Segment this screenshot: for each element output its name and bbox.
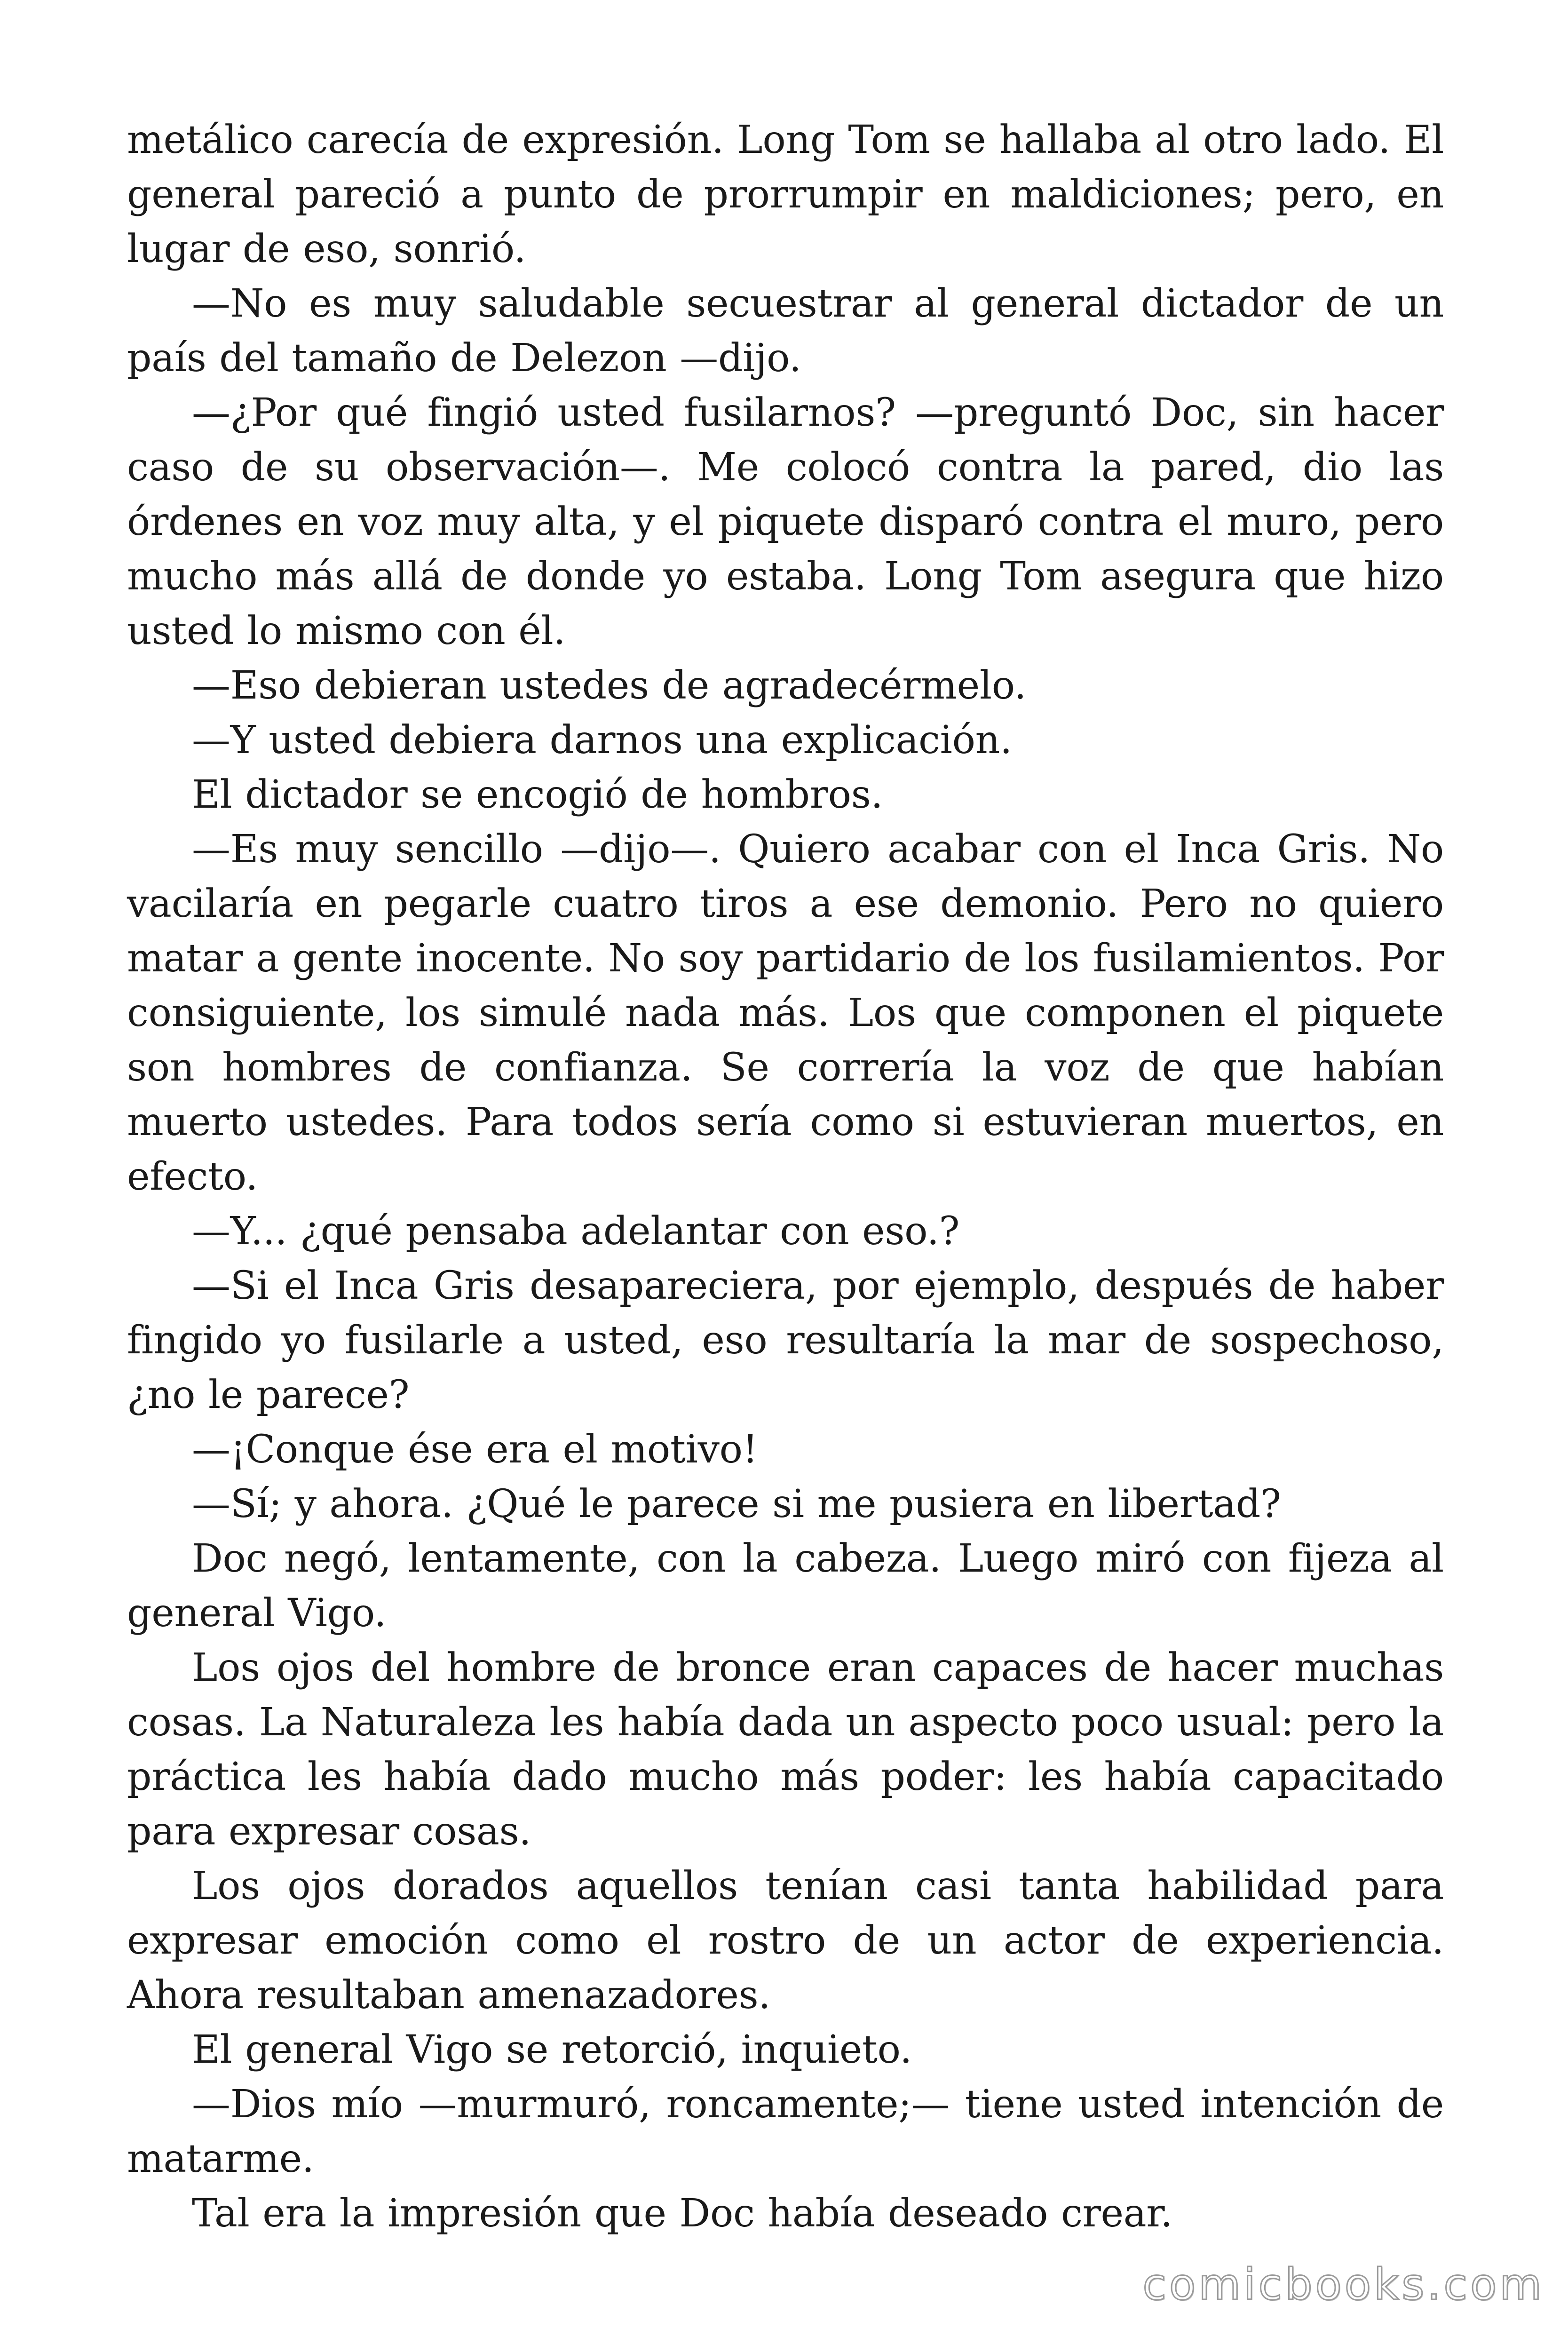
paragraph: —Si el Inca Gris desapareciera, por ejemplo, después de haber fingido yo fusilarle a usted, eso resultaría la mar de sospechoso, ¿no le parece? (127, 1263, 1444, 1417)
paragraph: Los ojos dorados aquellos tenían casi tanta habilidad para expresar emoción como el rostro de un actor de experiencia. Ahora resultaban amenazadores. (127, 1864, 1444, 2018)
paragraph: —¡Conque ése era el motivo! (192, 1427, 758, 1472)
paragraph: —Y usted debiera darnos una explicación. (192, 718, 1012, 763)
paragraph: —Dios mío —murmuró, roncamente;— tiene usted intención de matarme. (127, 2082, 1444, 2181)
paragraph: metálico carecía de expresión. Long Tom se hallaba al otro lado. El general pareció a punto de prorrumpir en maldiciones; pero, en lugar de eso, sonrió. (127, 118, 1444, 271)
paragraph: —Es muy sencillo —dijo—. Quiero acabar con el Inca Gris. No vacilaría en pegarle cuatro tiros a ese demonio. Pero no quiero matar a gente inocente. No soy partidario de los fusilamientos. Por consiguiente, los simulé nada más. Los que componen el piquete son hombres de confianza. Se correría la voz de que habían muerto ustedes. Para todos sería como si estuvieran muertos, en efecto. (127, 827, 1444, 1199)
paragraph: Tal era la impresión que Doc había deseado crear. (192, 2191, 1173, 2236)
paragraph: —Sí; y ahora. ¿Qué le parece si me pusiera en libertad? (192, 1482, 1281, 1526)
page-body (127, 113, 1444, 2241)
paragraph: —Y... ¿qué pensaba adelantar con eso.? (192, 1209, 960, 1254)
paragraph: Doc negó, lentamente, con la cabeza. Luego miró con fijeza al general Vigo. (127, 1536, 1444, 1636)
watermark: comicbooks.com (1142, 2259, 1544, 2310)
paragraph: —¿Por qué fingió usted fusilarnos? —preguntó Doc, sin hacer caso de su observación—. Me colocó contra la pared, dio las órdenes en voz muy alta, y el piquete disparó contra el muro, pero mucho más allá de donde yo estaba. Long Tom asegura que hizo usted lo mismo con él. (127, 390, 1444, 653)
paragraph: El general Vigo se retorció, inquieto. (192, 2027, 912, 2072)
paragraph: El dictador se encogió de hombros. (192, 772, 883, 817)
paragraph: —Eso debieran ustedes de agradecérmelo. (192, 663, 1027, 708)
paragraph: Los ojos del hombre de bronce eran capaces de hacer muchas cosas. La Naturaleza les había dada un aspecto poco usual: pero la práctica les había dado mucho más poder: les había capacitado para expresar cosas. (127, 1645, 1444, 1854)
paragraph: —No es muy saludable secuestrar al general dictador de un país del tamaño de Delezon —dijo. (127, 281, 1444, 381)
